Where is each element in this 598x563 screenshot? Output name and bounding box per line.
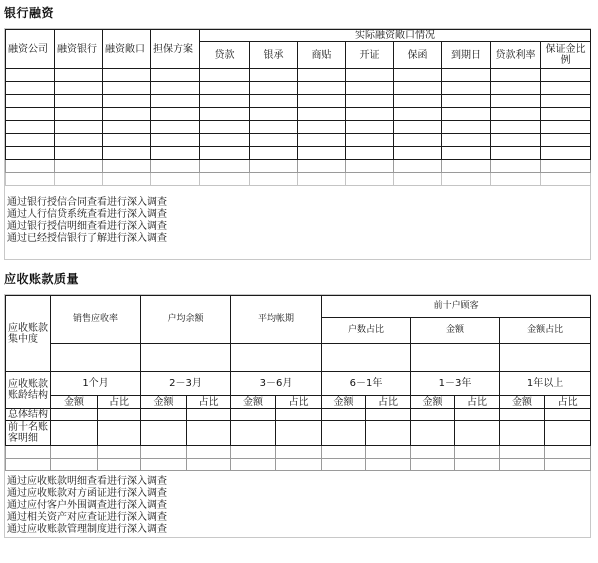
- table-cell[interactable]: [491, 173, 541, 186]
- table-cell[interactable]: [298, 69, 346, 82]
- aging-period: 3－6月: [231, 372, 322, 396]
- table-cell[interactable]: [151, 108, 200, 121]
- table-cell[interactable]: [51, 409, 98, 421]
- table-cell[interactable]: [200, 69, 250, 82]
- table-cell[interactable]: [298, 95, 346, 108]
- note-line: 通过应收账款对方函证进行深入调查: [7, 488, 167, 499]
- table-cell[interactable]: [200, 95, 250, 108]
- table-cell[interactable]: [298, 82, 346, 95]
- table-cell[interactable]: [151, 95, 200, 108]
- table-cell[interactable]: [442, 134, 491, 147]
- header-letter-of-credit: 开证: [346, 42, 394, 69]
- header-count-ratio: 户数占比: [322, 318, 411, 344]
- table-cell[interactable]: [394, 160, 442, 173]
- header-actual-exposure: 实际融资敞口情况: [200, 30, 591, 42]
- table-cell[interactable]: [442, 121, 491, 134]
- table-cell[interactable]: [103, 108, 151, 121]
- table-cell[interactable]: [442, 69, 491, 82]
- table-cell[interactable]: [6, 173, 55, 186]
- aging-period: 6－1年: [322, 372, 411, 396]
- table-cell[interactable]: [98, 409, 141, 421]
- table-cell[interactable]: [442, 108, 491, 121]
- header-amount-ratio: 金额占比: [500, 318, 591, 344]
- table-cell[interactable]: [541, 82, 591, 95]
- note-line: 通过银行授信明细查看进行深入调查: [7, 221, 167, 232]
- table-cell[interactable]: [276, 421, 322, 446]
- table-cell[interactable]: [151, 82, 200, 95]
- table-cell[interactable]: [298, 134, 346, 147]
- table-cell[interactable]: [541, 69, 591, 82]
- table-row: [6, 147, 591, 160]
- table-cell[interactable]: [394, 121, 442, 134]
- table-cell[interactable]: [455, 421, 500, 446]
- table-cell[interactable]: [250, 147, 298, 160]
- table-cell[interactable]: [51, 459, 98, 471]
- amount-label: 金额: [322, 396, 366, 409]
- table-row: [6, 82, 591, 95]
- table-cell[interactable]: [6, 69, 55, 82]
- table-cell[interactable]: [442, 173, 491, 186]
- note-line: 通过已经授信银行了解进行深入调查: [7, 233, 167, 244]
- header-financing-bank: 融资银行: [55, 30, 103, 69]
- aging-period: 1－3年: [411, 372, 500, 396]
- table-cell[interactable]: [366, 446, 411, 459]
- table-cell[interactable]: [411, 459, 455, 471]
- table-row: [6, 69, 591, 82]
- table-cell[interactable]: [55, 69, 103, 82]
- table-cell[interactable]: [200, 121, 250, 134]
- table-cell[interactable]: [541, 108, 591, 121]
- header-discount: 商贴: [298, 42, 346, 69]
- header-ar-concentration: 应收账款集中度: [6, 296, 51, 372]
- table-cell[interactable]: [103, 147, 151, 160]
- table-cell[interactable]: [231, 421, 276, 446]
- table-cell[interactable]: [55, 121, 103, 134]
- table-cell[interactable]: [51, 344, 141, 372]
- table-cell[interactable]: [500, 421, 545, 446]
- header-loan-rate: 贷款利率: [491, 42, 541, 69]
- table-cell[interactable]: [231, 344, 322, 372]
- table-cell[interactable]: [231, 459, 276, 471]
- table-cell[interactable]: [366, 409, 411, 421]
- note-line: 通过应付客户外围调查进行深入调查: [7, 500, 167, 511]
- table-cell[interactable]: [200, 108, 250, 121]
- header-financing-gap: 融资敞口: [103, 30, 151, 69]
- table-cell[interactable]: [250, 121, 298, 134]
- table-cell[interactable]: [231, 409, 276, 421]
- table-cell[interactable]: [500, 459, 545, 471]
- table-cell[interactable]: [491, 95, 541, 108]
- section-title-bank-financing: 银行融资: [4, 6, 55, 20]
- table-cell[interactable]: [346, 134, 394, 147]
- table-cell[interactable]: [151, 173, 200, 186]
- table-row: [6, 121, 591, 134]
- header-sales-ar-rate: 销售应收率: [51, 296, 141, 344]
- table-cell[interactable]: [442, 147, 491, 160]
- table-row: [6, 134, 591, 147]
- table-cell[interactable]: [298, 121, 346, 134]
- table-cell[interactable]: [500, 446, 545, 459]
- table-cell[interactable]: [141, 421, 187, 446]
- table-cell[interactable]: [187, 409, 231, 421]
- table-cell[interactable]: [366, 421, 411, 446]
- table-cell[interactable]: [6, 108, 55, 121]
- table-cell[interactable]: [187, 446, 231, 459]
- note-line: 通过应收账款管理制度进行深入调查: [7, 524, 167, 535]
- table-cell[interactable]: [455, 446, 500, 459]
- table-cell[interactable]: [55, 173, 103, 186]
- table-cell[interactable]: [250, 82, 298, 95]
- table-cell[interactable]: [151, 121, 200, 134]
- table-cell[interactable]: [200, 134, 250, 147]
- table-cell[interactable]: [394, 82, 442, 95]
- table-cell[interactable]: [200, 160, 250, 173]
- table-cell[interactable]: [51, 446, 98, 459]
- table-cell[interactable]: [394, 95, 442, 108]
- label-ar-aging: 应收账款账龄结构: [6, 372, 51, 409]
- note-line: 通过银行授信合同查看进行深入调查: [7, 197, 167, 208]
- table-cell[interactable]: [298, 108, 346, 121]
- table-cell[interactable]: [322, 421, 366, 446]
- table-cell[interactable]: [545, 446, 591, 459]
- note-line: 通过人行信贷系统查看进行深入调查: [7, 209, 167, 220]
- table-cell[interactable]: [545, 459, 591, 471]
- table-cell[interactable]: [103, 95, 151, 108]
- table-cell[interactable]: [200, 147, 250, 160]
- table-cell[interactable]: [541, 160, 591, 173]
- table-cell[interactable]: [500, 409, 545, 421]
- header-avg-balance: 户均余额: [141, 296, 231, 344]
- table-cell[interactable]: [250, 160, 298, 173]
- table-cell[interactable]: [151, 147, 200, 160]
- table-cell[interactable]: [55, 82, 103, 95]
- table-cell[interactable]: [98, 421, 141, 446]
- table-cell[interactable]: [6, 95, 55, 108]
- table-cell[interactable]: [541, 121, 591, 134]
- table-cell[interactable]: [411, 344, 500, 372]
- table-cell[interactable]: [442, 82, 491, 95]
- table-cell[interactable]: [346, 160, 394, 173]
- table-cell[interactable]: [346, 147, 394, 160]
- table-cell[interactable]: [51, 421, 98, 446]
- table-cell[interactable]: [103, 69, 151, 82]
- amount-label: 金额: [51, 396, 98, 409]
- table-cell[interactable]: [541, 173, 591, 186]
- table-row: [6, 446, 591, 459]
- table-cell[interactable]: [276, 409, 322, 421]
- table-cell[interactable]: [394, 69, 442, 82]
- table-row: [6, 421, 591, 446]
- table-cell[interactable]: [322, 459, 366, 471]
- table-row: [6, 173, 591, 186]
- label-total-structure: 总体结构: [6, 409, 51, 421]
- table-cell[interactable]: [250, 108, 298, 121]
- header-avg-period: 平均帐期: [231, 296, 322, 344]
- table-cell[interactable]: [298, 147, 346, 160]
- table-cell[interactable]: [6, 121, 55, 134]
- table-cell[interactable]: [491, 134, 541, 147]
- table-cell[interactable]: [541, 134, 591, 147]
- table-cell[interactable]: [394, 147, 442, 160]
- table-cell[interactable]: [394, 173, 442, 186]
- table-cell[interactable]: [200, 82, 250, 95]
- table-cell[interactable]: [200, 173, 250, 186]
- table-cell[interactable]: [98, 459, 141, 471]
- header-financing-company: 融资公司: [6, 30, 55, 69]
- receivables-quality-panel: [4, 294, 591, 538]
- table-cell[interactable]: [6, 160, 55, 173]
- table-cell[interactable]: [541, 147, 591, 160]
- header-due-date: 到期日: [442, 42, 491, 69]
- table-row: [6, 459, 591, 471]
- table-cell[interactable]: [250, 173, 298, 186]
- table-cell[interactable]: [491, 160, 541, 173]
- table-cell[interactable]: [98, 446, 141, 459]
- table-row: [6, 95, 591, 108]
- table-cell[interactable]: [151, 160, 200, 173]
- header-margin-ratio: 保证金比例: [541, 42, 591, 69]
- table-cell[interactable]: [491, 82, 541, 95]
- table-cell[interactable]: [250, 134, 298, 147]
- amount-label: 金额: [231, 396, 276, 409]
- table-cell[interactable]: [322, 409, 366, 421]
- table-row: [6, 344, 591, 372]
- table-cell[interactable]: [545, 421, 591, 446]
- table-cell[interactable]: [298, 160, 346, 173]
- header-bank-acceptance: 银承: [250, 42, 298, 69]
- table-cell[interactable]: [187, 421, 231, 446]
- table-cell[interactable]: [491, 147, 541, 160]
- table-cell[interactable]: [411, 421, 455, 446]
- table-cell[interactable]: [394, 134, 442, 147]
- table-cell[interactable]: [491, 69, 541, 82]
- table-cell[interactable]: [55, 160, 103, 173]
- table-cell[interactable]: [491, 108, 541, 121]
- table-cell[interactable]: [55, 134, 103, 147]
- table-cell[interactable]: [346, 108, 394, 121]
- table-cell[interactable]: [103, 173, 151, 186]
- table-cell[interactable]: [442, 160, 491, 173]
- table-cell[interactable]: [442, 95, 491, 108]
- table-cell[interactable]: [545, 409, 591, 421]
- header-top10-customers: 前十户顾客: [322, 296, 591, 318]
- table-cell[interactable]: [346, 173, 394, 186]
- table-cell[interactable]: [411, 409, 455, 421]
- table-cell[interactable]: [141, 459, 187, 471]
- ratio-label: 占比: [276, 396, 322, 409]
- bank-financing-table: [5, 29, 591, 186]
- table-cell[interactable]: [103, 82, 151, 95]
- header-loan: 贷款: [200, 42, 250, 69]
- table-cell[interactable]: [141, 446, 187, 459]
- ratio-label: 占比: [366, 396, 411, 409]
- table-cell[interactable]: [366, 459, 411, 471]
- table-cell[interactable]: [298, 173, 346, 186]
- receivables-table: [5, 295, 591, 471]
- table-cell[interactable]: [187, 459, 231, 471]
- table-cell[interactable]: [346, 69, 394, 82]
- table-cell[interactable]: [141, 409, 187, 421]
- aging-period: 1个月: [51, 372, 141, 396]
- header-guarantee-letter: 保函: [394, 42, 442, 69]
- amount-label: 金额: [500, 396, 545, 409]
- table-cell[interactable]: [250, 95, 298, 108]
- table-cell[interactable]: [103, 121, 151, 134]
- table-cell[interactable]: [6, 82, 55, 95]
- table-cell[interactable]: [500, 344, 591, 372]
- receivables-notes: [7, 476, 167, 536]
- table-row: [6, 160, 591, 173]
- table-cell[interactable]: [55, 108, 103, 121]
- table-cell[interactable]: [103, 134, 151, 147]
- aging-period: 1年以上: [500, 372, 591, 396]
- table-cell[interactable]: [491, 121, 541, 134]
- table-cell[interactable]: [151, 134, 200, 147]
- bank-financing-panel: [4, 28, 591, 260]
- table-cell[interactable]: [6, 459, 51, 471]
- header-top-amount: 金额: [411, 318, 500, 344]
- table-cell[interactable]: [394, 108, 442, 121]
- table-row: [6, 108, 591, 121]
- table-cell[interactable]: [346, 95, 394, 108]
- table-cell[interactable]: [55, 147, 103, 160]
- amount-label: 金额: [411, 396, 455, 409]
- ratio-label: 占比: [545, 396, 591, 409]
- table-cell[interactable]: [6, 147, 55, 160]
- table-cell[interactable]: [322, 344, 411, 372]
- table-cell[interactable]: [455, 409, 500, 421]
- table-cell[interactable]: [103, 160, 151, 173]
- ratio-label: 占比: [98, 396, 141, 409]
- section-title-receivables-quality: 应收账款质量: [4, 272, 80, 286]
- table-cell[interactable]: [6, 134, 55, 147]
- ratio-label: 占比: [187, 396, 231, 409]
- table-cell[interactable]: [346, 121, 394, 134]
- table-cell[interactable]: [322, 446, 366, 459]
- table-cell[interactable]: [346, 82, 394, 95]
- table-cell[interactable]: [6, 446, 51, 459]
- table-cell[interactable]: [276, 446, 322, 459]
- table-cell[interactable]: [250, 69, 298, 82]
- table-cell[interactable]: [276, 459, 322, 471]
- bank-financing-notes: [7, 197, 167, 245]
- aging-period: 2－3月: [141, 372, 231, 396]
- table-cell[interactable]: [541, 95, 591, 108]
- amount-label: 金额: [141, 396, 187, 409]
- ratio-label: 占比: [455, 396, 500, 409]
- table-row: [6, 409, 591, 421]
- table-cell[interactable]: [141, 344, 231, 372]
- label-top10-detail: 前十名账客明细: [6, 421, 51, 446]
- note-line: 通过应收账款明细查看进行深入调查: [7, 476, 167, 487]
- table-cell[interactable]: [411, 446, 455, 459]
- table-cell[interactable]: [151, 69, 200, 82]
- header-guarantee-plan: 担保方案: [151, 30, 200, 69]
- note-line: 通过相关资产对应查证进行深入调查: [7, 512, 167, 523]
- table-cell[interactable]: [55, 95, 103, 108]
- table-cell[interactable]: [231, 446, 276, 459]
- table-cell[interactable]: [455, 459, 500, 471]
